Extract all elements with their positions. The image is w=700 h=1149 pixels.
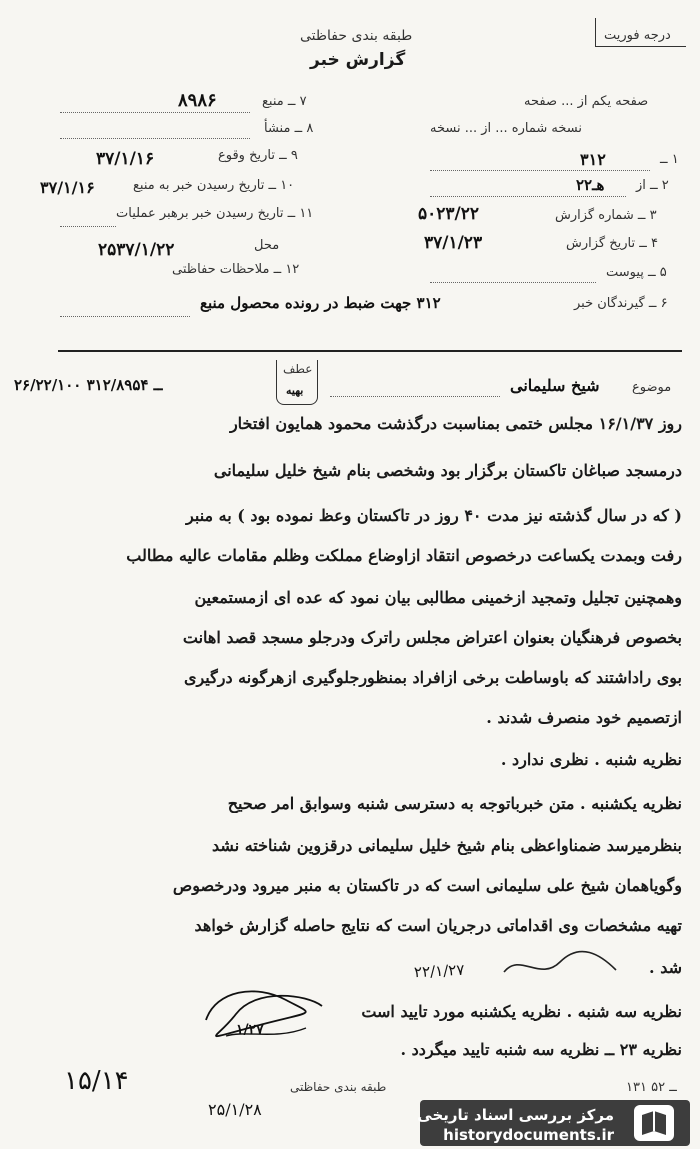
body-line: تهیه مشخصات وی اقداماتی درجریان است که نتایج حاصله گزارش خواهد — [194, 916, 682, 935]
origin-label: ۸ ــ منشأ — [264, 121, 314, 136]
section-divider — [58, 350, 682, 352]
source-value: ۸۹۸۶ — [178, 90, 217, 111]
book-icon — [632, 1103, 676, 1143]
source-label: ۷ ــ منبع — [262, 94, 307, 109]
footer-handwritten-date: ۲۵/۱/۲۸ — [208, 1100, 262, 1119]
body-line: بوی راداشتند که باوساطت برخی ازافراد بمنظورجلوگیری ازهرگونه درگیری — [183, 668, 682, 687]
body-line: ( که در سال گذشته نیز مدت ۴۰ روز در تاکستان وعظ نموده بود ) به منبر — [186, 506, 682, 525]
body-line: رفت وبمدت یکساعت درخصوص انتقاد ازاوضاع مملکت وظلم مقامات عالیه مطالب — [126, 546, 682, 565]
field-3-label: ۳ ــ شماره گزارش — [555, 208, 657, 223]
opinion-23: نظریه ۲۳ ــ نظریه سه شنبه تایید میگردد . — [400, 1040, 682, 1059]
body-line: شد . — [649, 958, 682, 977]
classification-label: طبقه بندی حفاظتی — [300, 28, 413, 44]
field-1-label: ۱ ــ — [660, 152, 679, 167]
subject-dots — [330, 396, 500, 397]
margin-number: ۱۵/۱۴ — [64, 1066, 129, 1096]
field-6-dots — [60, 316, 190, 317]
urgency-label: درجه فوریت — [604, 28, 671, 43]
field-2-dots — [430, 196, 626, 197]
handwritten-scribble — [500, 948, 620, 984]
source-dots — [60, 112, 250, 113]
ops-label: ۱۱ ــ تاریخ رسیدن خبر برهبر عملیات — [116, 206, 314, 221]
body-line: نظریه یکشنبه . متن خبرباتوجه به دسترسی شنبه وسوابق امر صحیح — [227, 794, 682, 813]
handwritten-date-note: ۲۲/۱/۲۷ — [413, 960, 465, 982]
ops-dots — [60, 226, 116, 227]
date-value: ۳۷/۱/۱۶ — [96, 149, 155, 169]
field-6-label: ۶ ــ گیرندگان خبر — [574, 296, 668, 311]
body-line: وگویاهمان شیخ علی سلیمانی است که در تاکستان به منبر میرود ودرخصوص — [172, 876, 682, 895]
atf-value: بهیه — [286, 384, 304, 397]
body-line: بنظرمیرسد ضمناواعظی بنام شیخ خلیل سلیمانی درقزوین شناخته نشد — [212, 836, 682, 855]
body-line: ازتصمیم خود منصرف شدند . — [486, 708, 682, 727]
place-label: محل — [254, 238, 280, 253]
watermark-url[interactable]: historydocuments.ir — [443, 1126, 614, 1144]
body-line: وهمچنین تجلیل وتمجید ازخمینی مطالبی بیان نمود که عده ای ازمستمعین — [194, 588, 682, 607]
copy-label: نسخه شماره ... از ... نسخه — [430, 121, 582, 136]
notes-label: ۱۲ ــ ملاحظات حفاظتی — [172, 262, 300, 277]
page-count-label: صفحه یکم از ... صفحه — [524, 94, 649, 109]
body-line: نظریه شنبه . نظری ندارد . — [500, 750, 682, 769]
field-4-value: ۳۷/۱/۲۳ — [424, 233, 483, 253]
atf-label: عطف — [283, 362, 313, 376]
watermark-name: مرکز بررسی اسناد تاریخی — [417, 1106, 614, 1124]
origin-dots — [60, 138, 250, 139]
receipt-value: ۳۷/۱/۱۶ — [40, 178, 95, 197]
footer-classification: طبقه بندی حفاظتی — [290, 1080, 387, 1094]
subject-label: موضوع — [632, 380, 672, 395]
report-title: گزارش خبر — [310, 50, 406, 70]
field-5-dots — [430, 282, 596, 283]
field-1-dots — [430, 170, 650, 171]
reference-number: ۲۶/۲۲/۱۰۰ ــ ۳۱۲/۸۹۵۴ — [14, 376, 163, 394]
body-line: بخصوص فرهنگیان بعنوان اعتراض مجلس راترک ودرجلو مسجد قصد اهانت — [182, 628, 682, 647]
place-value: ۲۵۳۷/۱/۲۲ — [98, 240, 175, 260]
date-label: ۹ ــ تاریخ وقوع — [218, 148, 298, 163]
body-line: روز ۱۶/۱/۳۷ مجلس ختمی بمناسبت درگذشت محمود همایون افتخار — [229, 414, 682, 433]
field-2-label: ۲ ــ از — [636, 178, 669, 193]
field-5-label: ۵ ــ پیوست — [606, 265, 667, 280]
signature-date: ۱/۲۷ — [236, 1022, 264, 1038]
field-3-value: ۵۰۲۳/۲۲ — [418, 204, 479, 224]
subject-value: شیخ سلیمانی — [510, 376, 600, 395]
field-4-label: ۴ ــ تاریخ گزارش — [566, 236, 658, 251]
body-line: درمسجد صباغان تاکستان برگزار بود وشخصی بنام شیخ خلیل سلیمانی — [213, 461, 682, 480]
field-1-value: ۳۱۲ — [580, 150, 606, 169]
receipt-label: ۱۰ ــ تاریخ رسیدن خبر به منبع — [133, 178, 295, 193]
field-2-value: ۲۲هـ — [576, 176, 605, 194]
footer-code: ۱۳۱ ــ ۵۲ — [626, 1080, 677, 1095]
field-6-value: ۳۱۲ جهت ضبط در رونده محصول منبع — [200, 294, 441, 312]
tuesday-opinion: نظریه سه شنبه . نظریه یکشنبه مورد تایید است — [361, 1002, 682, 1021]
